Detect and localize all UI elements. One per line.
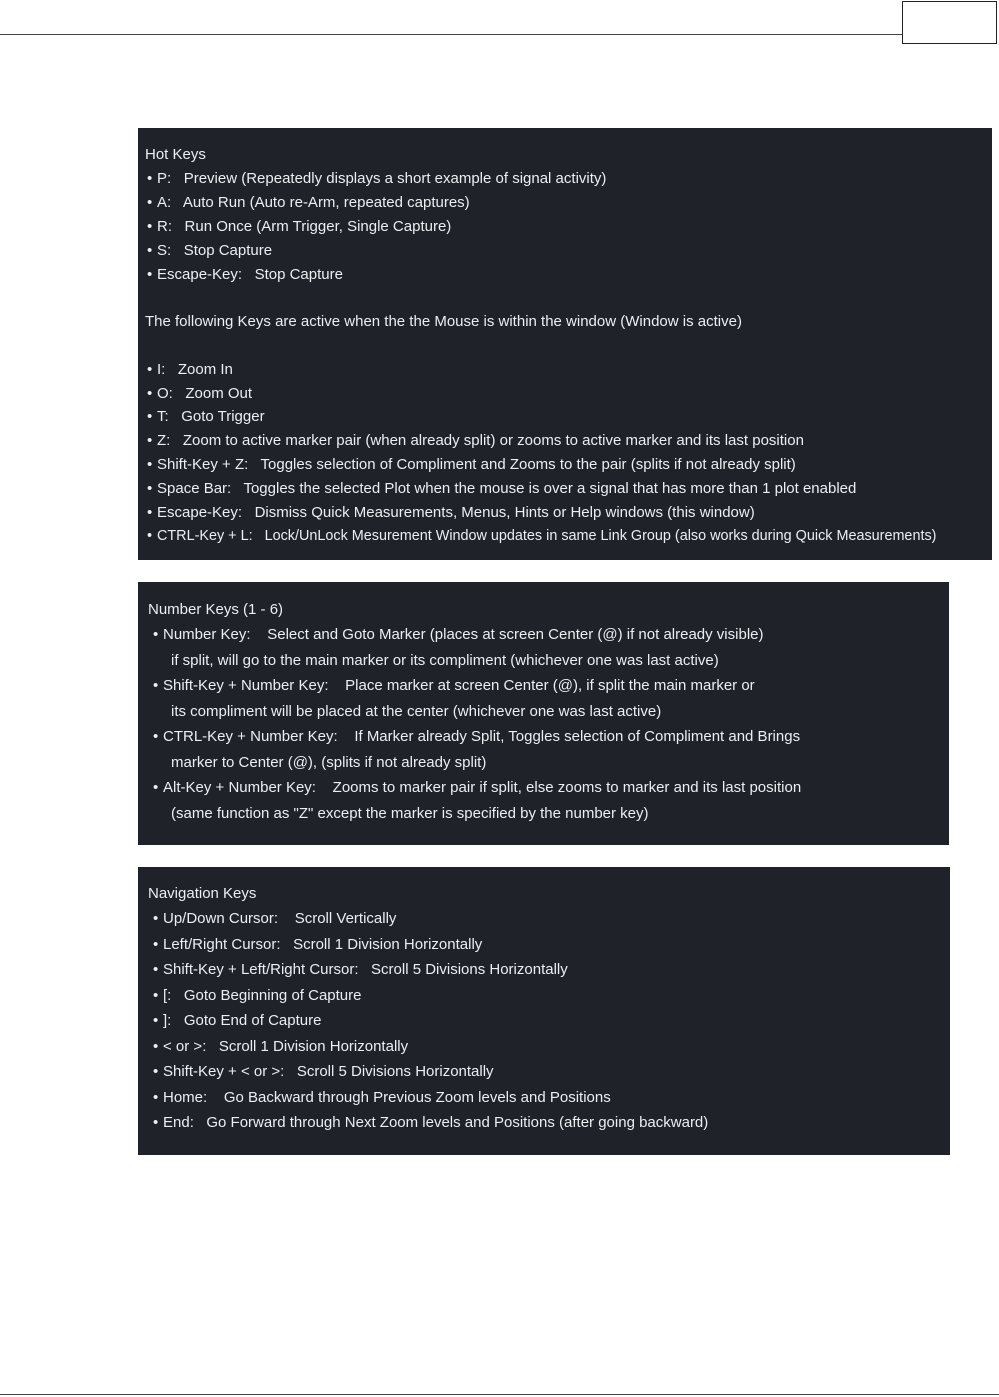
- list-item: • Home: Go Backward through Previous Zoom levels and Positions: [153, 1089, 611, 1106]
- list-item: • Left/Right Cursor: Scroll 1 Division Horizontally: [153, 936, 483, 953]
- list-item: • Shift-Key + Z: Toggles selection of Compliment and Zooms to the pair (splits if not already split): [147, 456, 796, 473]
- list-item: • R: Run Once (Arm Trigger, Single Capture): [147, 218, 452, 235]
- list-item-continuation: its compliment will be placed at the center (whichever one was last active): [171, 703, 662, 720]
- list-item: • Escape-Key: Dismiss Quick Measurements, Menus, Hints or Help windows (this window): [147, 504, 755, 521]
- list-item: • Shift-Key + Number Key: Place marker at screen Center (@), if split the main marker or: [153, 677, 755, 694]
- list-item: • O: Zoom Out: [147, 385, 253, 402]
- list-item: • Number Key: Select and Goto Marker (places at screen Center (@) if not already visible): [153, 626, 764, 643]
- number-keys-title: Number Keys (1 - 6): [148, 601, 284, 618]
- list-item: • A: Auto Run (Auto re-Arm, repeated captures): [147, 194, 470, 211]
- list-item: • [: Goto Beginning of Capture: [153, 987, 362, 1004]
- hot-keys-title: Hot Keys: [145, 146, 206, 163]
- list-item: • < or >: Scroll 1 Division Horizontally: [153, 1038, 409, 1055]
- list-item: • Alt-Key + Number Key: Zooms to marker pair if split, else zooms to marker and its last position: [153, 779, 802, 796]
- list-item: • P: Preview (Repeatedly displays a short example of signal activity): [147, 170, 607, 187]
- list-item-continuation: if split, will go to the main marker or its compliment (whichever one was last active): [171, 652, 719, 669]
- list-item-continuation: marker to Center (@), (splits if not already split): [171, 754, 487, 771]
- list-item: • Space Bar: Toggles the selected Plot when the mouse is over a signal that has more than 1 plot enabled: [147, 480, 857, 497]
- navigation-keys-panel: [138, 867, 950, 1155]
- navigation-keys-title: Navigation Keys: [148, 885, 257, 902]
- page-number-box: [902, 1, 997, 44]
- list-item: • Z: Zoom to active marker pair (when already split) or zooms to active marker and its last position: [147, 432, 804, 449]
- mouse-note: The following Keys are active when the the Mouse is within the window (Window is active): [145, 313, 742, 330]
- list-item: • I: Zoom In: [147, 361, 233, 378]
- number-keys-panel: [138, 582, 949, 845]
- list-item-continuation: (same function as "Z" except the marker is specified by the number key): [171, 805, 649, 822]
- hot-keys-panel: [138, 128, 992, 560]
- list-item: • Up/Down Cursor: Scroll Vertically: [153, 910, 397, 927]
- list-item: • CTRL-Key + Number Key: If Marker already Split, Toggles selection of Compliment and Brings: [153, 728, 801, 745]
- header-rule: [0, 34, 902, 35]
- list-item: • T: Goto Trigger: [147, 408, 265, 425]
- list-item: • Escape-Key: Stop Capture: [147, 266, 343, 283]
- list-item: • Shift-Key + < or >: Scroll 5 Divisions Horizontally: [153, 1063, 494, 1080]
- list-item: • CTRL-Key + L: Lock/UnLock Mesurement Window updates in same Link Group (also works during Quick Measurements): [147, 528, 937, 544]
- footer-rule: [0, 1394, 999, 1395]
- list-item: • ]: Goto End of Capture: [153, 1012, 322, 1029]
- list-item: • End: Go Forward through Next Zoom levels and Positions (after going backward): [153, 1114, 709, 1131]
- list-item: • S: Stop Capture: [147, 242, 273, 259]
- list-item: • Shift-Key + Left/Right Cursor: Scroll 5 Divisions Horizontally: [153, 961, 568, 978]
